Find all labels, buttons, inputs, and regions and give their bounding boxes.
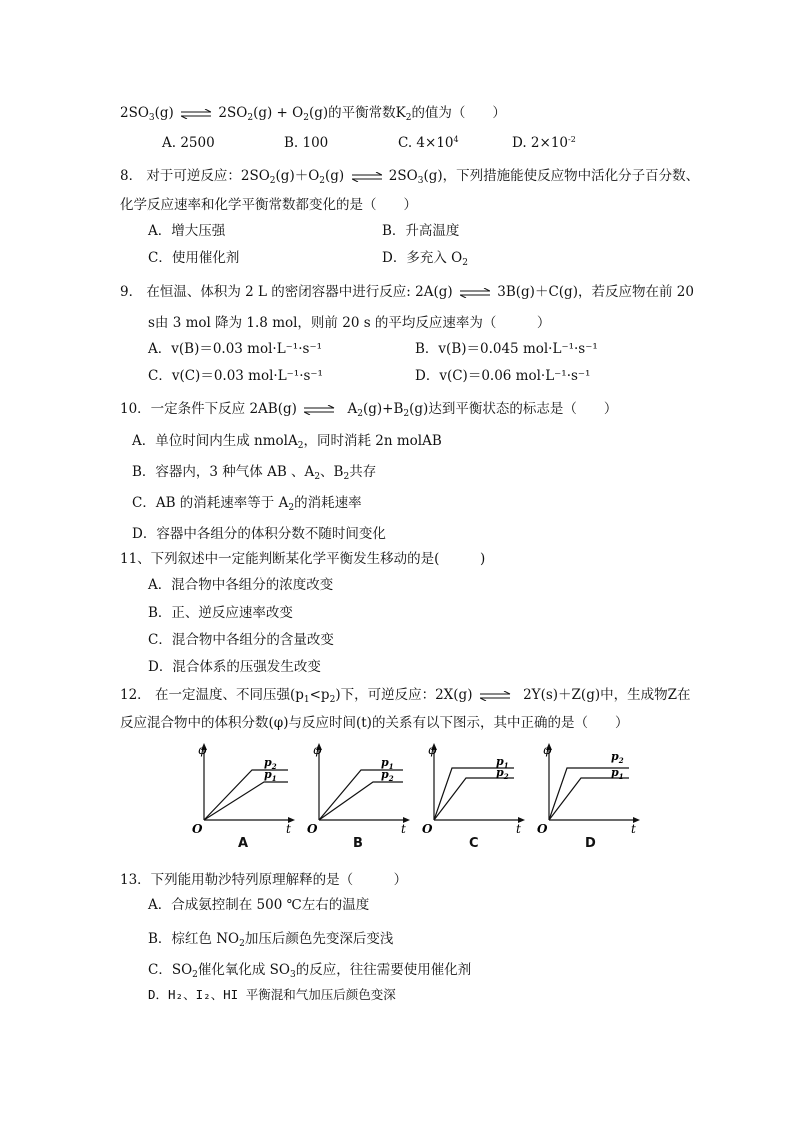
q7-option-d: D. $2\times 10^{-2}$ (512, 135, 576, 151)
svg-text:p1: $p_1$ (264, 768, 277, 783)
svg-text:p1: $p_1$ (381, 756, 394, 771)
q10-stem: 10．一定条件下反应 2AB(g) $A_2(g)+B_2(g)$达到平衡状态的标志是（ ） (120, 401, 618, 419)
q12-stem-line1: 12． 在一定温度、不同压强$(p_1<p_2)$下，可逆反应：2X(g) 2Y(s)＋Z(g)中，生成物Z在 (120, 687, 691, 705)
q13-stem: 13．下列能用勒沙特列原理解释的是（ ） (120, 872, 408, 888)
q11-stem: 11、下列叙述中一定能判断某化学平衡发生移动的是( ) (120, 551, 486, 567)
q10-option-c: C．AB 的消耗速率等于 $A_2$的消耗速率 (132, 495, 362, 513)
svg-text:t: t (516, 822, 521, 835)
q8-option-b: B．升高温度 (382, 223, 460, 239)
svg-text:p2: $p_2$ (264, 756, 277, 771)
q9-option-c: C．v(C)＝0.03 mol·L⁻¹·s⁻¹ (148, 368, 323, 384)
q8-option-c: C．使用催化剂 (148, 250, 240, 266)
graph-b (303, 740, 413, 835)
q8-option-a: A．增大压强 (148, 223, 226, 239)
graph-c-label: C (469, 836, 479, 851)
q13-option-c: C．$SO_2$催化氧化成 $SO_3$的反应，往往需要使用催化剂 (148, 962, 472, 980)
graph-d-label: D (585, 836, 596, 851)
graph-a (188, 740, 298, 835)
graph-a-label: A (238, 836, 249, 851)
svg-text:φ: φ (428, 743, 437, 757)
q8-stem-line1: 8． 对于可逆反应：$2SO_2(g)+O_2(g)$ $2SO_3(g)$，下列措施能使反应物中活化分子百分数、 (120, 168, 700, 186)
graph-d (533, 740, 643, 835)
q10-option-b: B．容器内，3 种气体 AB 、$A_2$、$B_2$共存 (132, 464, 377, 482)
svg-text:O: O (307, 822, 318, 835)
svg-text:p1: $p_1$ (611, 766, 624, 781)
q11-option-a: A．混合物中各组分的浓度改变 (148, 577, 334, 593)
q9-option-a: A．v(B)＝0.03 mol·L⁻¹·s⁻¹ (148, 341, 322, 357)
equilibrium-arrow-icon (460, 288, 490, 298)
axis-y-label: φ (198, 743, 207, 757)
svg-text:t: t (401, 822, 406, 835)
q9-stem-line2: s由 3 mol 降为 1.8 mol，则前 20 s 的平均反应速率为（ ） (148, 315, 551, 331)
q7-stem: $2SO_3(g) 2SO_2(g) + O_2(g)$的平衡常数$K_2$的值为（ ） (120, 105, 506, 123)
curve-p1 (204, 782, 288, 820)
q8-stem-line2: 化学反应速率和化学平衡常数都变化的是（ ） (120, 197, 417, 213)
q8-option-d: D．多充入 $O_2$ (382, 250, 468, 268)
equilibrium-arrow-icon (480, 691, 516, 701)
q7-option-c: C. $4\times 10^4$ (398, 135, 459, 151)
q13-option-d: D．H₂、I₂、HI 平衡混和气加压后颜色变深 (148, 987, 396, 1002)
q9-option-d: D．v(C)＝0.06 mol·L⁻¹·s⁻¹ (415, 368, 591, 384)
curve-p2 (319, 782, 403, 820)
graph-b-label: B (353, 836, 363, 851)
q9-option-b: B．v(B)＝0.045 mol·L⁻¹·s⁻¹ (415, 341, 598, 357)
q11-option-d: D．混合体系的压强发生改变 (148, 659, 321, 675)
q10-option-a: A．单位时间内生成 nmolA$_2$，同时消耗 2n molAB (132, 433, 442, 451)
q13-option-b: B．棕红色 $NO_2$加压后颜色先变深后变浅 (148, 931, 394, 949)
svg-text:p2: $p_2$ (381, 768, 394, 783)
svg-text:φ: φ (543, 743, 552, 757)
q11-option-b: B．正、逆反应速率改变 (148, 605, 293, 621)
axis-x-label: t (286, 822, 291, 835)
q10-option-d: D．容器中各组分的体积分数不随时间变化 (132, 526, 386, 542)
equilibrium-arrow-icon (304, 405, 340, 415)
q9-stem-line1: 9． 在恒温、体积为 2 L 的密闭容器中进行反应: 2A(g) 3B(g)＋C(g)，若反应物在前 20 (120, 284, 694, 300)
svg-text:t: t (631, 822, 636, 835)
equilibrium-arrow-icon (181, 109, 211, 119)
q13-option-a: A．合成氨控制在 500 ℃左右的温度 (148, 897, 370, 913)
q7-option-b: B. 100 (284, 135, 329, 151)
equilibrium-arrow-icon (352, 172, 382, 182)
svg-text:p1: $p_1$ (496, 755, 509, 770)
q7-option-a: A. 2500 (162, 135, 215, 151)
svg-text:O: O (422, 822, 433, 835)
svg-text:p2: $p_2$ (496, 766, 509, 781)
svg-text:p2: $p_2$ (611, 750, 624, 765)
q11-option-c: C．混合物中各组分的含量改变 (148, 632, 334, 648)
graph-c (418, 740, 528, 835)
svg-text:φ: φ (313, 743, 322, 757)
origin-label: O (192, 822, 203, 835)
svg-text:O: O (537, 822, 548, 835)
q12-stem-line2: 反应混合物中的体积分数(φ)与反应时间(t)的关系有以下图示，其中正确的是（ ） (120, 715, 629, 731)
